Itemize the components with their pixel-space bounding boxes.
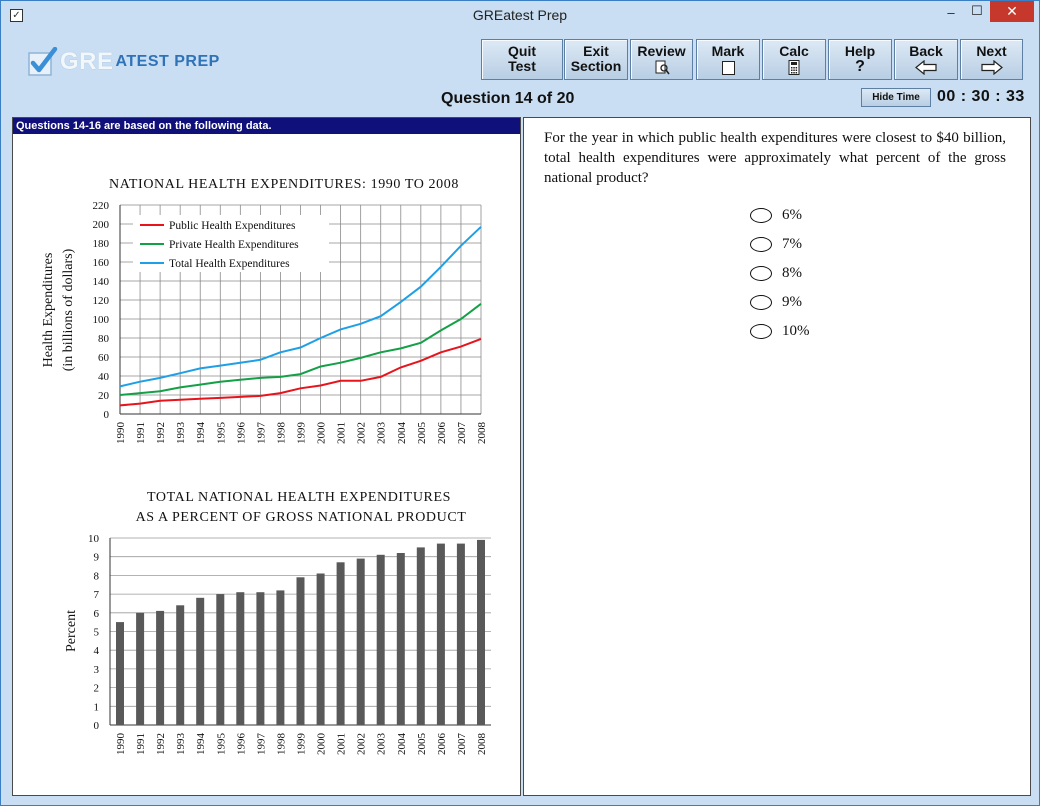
chart2-bar xyxy=(377,555,385,725)
help-label: Help xyxy=(844,43,876,59)
mark-label: Mark xyxy=(711,43,745,59)
chart2-ytick-label: 3 xyxy=(93,663,99,676)
next-button[interactable] xyxy=(960,39,1023,80)
chart2-xtick-label: 1996 xyxy=(235,733,248,755)
chart1-ytick-label: 40 xyxy=(98,371,109,383)
question-counter: Question 14 of 20 xyxy=(441,90,575,107)
chart2-xtick-label: 2002 xyxy=(355,733,368,755)
chart2-bar xyxy=(276,590,284,725)
chart1-legend-label: Total Health Expenditures xyxy=(169,258,290,270)
review-label: Review xyxy=(637,43,686,59)
chart2-ylabel: Percent xyxy=(64,610,79,652)
chart2-bar xyxy=(116,622,124,725)
chart1-ytick-label: 100 xyxy=(92,314,109,326)
app-checkbox-icon[interactable]: ✓ xyxy=(10,9,23,22)
chart2-bar xyxy=(236,592,244,725)
chart2-ytick-label: 4 xyxy=(93,645,99,658)
data-pane-banner: Questions 14-16 are based on the following data. xyxy=(13,118,520,134)
radio-button[interactable] xyxy=(750,324,772,339)
choice-label: 9% xyxy=(782,294,802,310)
chart2-xtick-label: 1999 xyxy=(295,733,308,755)
chart2-xtick-label: 2006 xyxy=(435,733,448,755)
chart1-xtick-label: 2004 xyxy=(395,422,408,444)
chart2-bar xyxy=(397,553,405,725)
chart2-bar xyxy=(196,598,204,725)
close-button[interactable]: ✕ xyxy=(990,1,1034,22)
chart2-bar xyxy=(457,544,465,725)
chart1-xtick-label: 2007 xyxy=(455,422,468,444)
radio-button[interactable] xyxy=(750,237,772,252)
next-label: Next xyxy=(976,43,1007,59)
help-button[interactable] xyxy=(828,39,892,80)
chart2-bar xyxy=(136,613,144,725)
chart2-xtick-label: 2001 xyxy=(335,733,348,755)
chart1-xtick-label: 2002 xyxy=(355,422,368,444)
arrow-right-icon xyxy=(981,60,1003,75)
chart2-ytick-label: 10 xyxy=(88,533,99,545)
chart1-ytick-label: 200 xyxy=(92,219,109,231)
chart1-xtick-label: 2001 xyxy=(335,422,348,444)
chart1-ytick-label: 120 xyxy=(92,295,109,307)
chart2-ytick-label: 5 xyxy=(93,626,99,639)
answer-choice[interactable] xyxy=(750,206,850,226)
chart2-xtick-label: 1990 xyxy=(115,733,128,755)
back-button[interactable] xyxy=(894,39,958,80)
chart1-xtick-label: 1992 xyxy=(155,422,168,444)
chart2-bar xyxy=(357,559,365,725)
chart1-xtick-label: 1995 xyxy=(215,422,228,444)
review-icon xyxy=(654,60,670,75)
radio-button[interactable] xyxy=(750,266,772,281)
chart1-xtick-label: 2008 xyxy=(476,422,488,444)
chart2-xtick-label: 2000 xyxy=(315,733,328,755)
mark-button[interactable] xyxy=(696,39,760,80)
radio-button[interactable] xyxy=(750,208,772,223)
chart2-bar xyxy=(477,540,485,725)
answer-choice[interactable] xyxy=(750,322,850,342)
chart1-xtick-label: 1998 xyxy=(275,422,288,444)
chart2-title: TOTAL NATIONAL HEALTH EXPENDITURES xyxy=(146,490,452,505)
chart2-ytick-label: 8 xyxy=(93,570,99,583)
chart2-bar xyxy=(317,574,325,726)
chart1-xtick-label: 2000 xyxy=(315,422,328,444)
chart1-ylabel-units: (in billions of dollars) xyxy=(61,248,76,372)
chart1-ytick-label: 0 xyxy=(103,409,109,421)
chart2-ytick-label: 1 xyxy=(93,701,99,714)
chart1-ytick-label: 180 xyxy=(92,238,109,250)
mark-checkbox-icon xyxy=(722,61,735,75)
chart2-ytick-label: 7 xyxy=(93,589,99,602)
chart2-bar xyxy=(256,592,264,725)
chart1-xtick-label: 1994 xyxy=(195,422,208,444)
chart1-xtick-label: 2003 xyxy=(375,422,388,444)
chart2-bar xyxy=(156,611,164,725)
chart2-xtick-label: 2003 xyxy=(375,733,388,755)
answer-choice[interactable] xyxy=(750,293,850,313)
chart2-xtick-label: 1995 xyxy=(215,733,228,755)
logo-text-gre: GRE xyxy=(60,48,114,75)
chart1-xtick-label: 1990 xyxy=(115,422,127,444)
chart2-ytick-label: 0 xyxy=(93,720,99,732)
chart1-legend-label: Private Health Expenditures xyxy=(169,239,299,251)
chart1-legend-label: Public Health Expenditures xyxy=(169,220,296,232)
chart2-ytick-label: 2 xyxy=(93,682,99,695)
choice-label: 7% xyxy=(782,236,802,252)
chart1-ytick-label: 220 xyxy=(92,200,109,212)
quit-label-2: Test xyxy=(508,58,536,74)
chart1-xtick-label: 1993 xyxy=(175,422,188,444)
calculator-icon xyxy=(786,60,802,75)
data-pane[interactable] xyxy=(12,117,521,796)
choice-label: 6% xyxy=(782,207,802,223)
chart2-bar xyxy=(297,577,305,725)
minimize-button[interactable]: – xyxy=(947,5,955,20)
logo-text-rest: ATEST PREP xyxy=(115,53,220,70)
chart2-bar xyxy=(417,547,425,725)
question-text: For the year in which public health expenditures were closest to $40 billion, total health expenditures were approximately what percent of the gross national product? xyxy=(544,130,1006,186)
app-logo xyxy=(28,47,220,77)
choice-label: 10% xyxy=(782,323,810,339)
question-pane xyxy=(523,117,1031,796)
chart1-ytick-label: 140 xyxy=(92,276,109,288)
chart2-title-line2: AS A PERCENT OF GROSS NATIONAL PRODUCT xyxy=(135,510,467,525)
calc-button[interactable] xyxy=(762,39,826,80)
chart1-ytick-label: 20 xyxy=(98,390,109,402)
exit-label-1: Exit xyxy=(583,43,609,59)
chart1-xtick-label: 2005 xyxy=(415,422,428,444)
quit-label-1: Quit xyxy=(508,43,536,59)
calc-label: Calc xyxy=(779,43,809,59)
chart1-ytick-label: 80 xyxy=(98,333,109,345)
arrow-left-icon xyxy=(915,60,937,75)
chart1-xtick-label: 1997 xyxy=(255,422,268,444)
logo-check-icon xyxy=(28,47,58,77)
back-label: Back xyxy=(909,43,943,59)
chart2-bar xyxy=(216,594,224,725)
chart2-xtick-label: 2007 xyxy=(455,733,468,755)
charts-svg xyxy=(13,135,520,795)
chart2-xtick-label: 1998 xyxy=(275,733,288,755)
chart2-xtick-label: 2008 xyxy=(475,733,488,755)
chart2-xtick-label: 1994 xyxy=(195,733,208,755)
chart1-xtick-label: 1996 xyxy=(235,422,248,444)
exit-label-2: Section xyxy=(570,58,622,74)
radio-button[interactable] xyxy=(750,295,772,310)
chart2-bar xyxy=(176,605,184,725)
chart1-xtick-label: 1999 xyxy=(295,422,308,444)
window-title: GREatest Prep xyxy=(472,7,568,23)
chart1-xtick-label: 2006 xyxy=(435,422,448,444)
answer-choice[interactable] xyxy=(750,264,850,284)
title-bar xyxy=(1,1,1039,31)
exit-section-button[interactable] xyxy=(564,39,628,80)
hide-time-button[interactable]: Hide Time xyxy=(861,88,931,107)
quit-test-button[interactable] xyxy=(481,39,563,80)
chart1-xtick-label: 1991 xyxy=(135,422,148,444)
chart2-ytick-label: 9 xyxy=(93,551,99,564)
chart2-bar xyxy=(437,544,445,725)
chart2-xtick-label: 2004 xyxy=(395,733,408,755)
maximize-button[interactable]: ☐ xyxy=(971,3,983,18)
answer-choice[interactable] xyxy=(750,235,850,255)
chart2-xtick-label: 1993 xyxy=(175,733,188,755)
chart1-ytick-label: 160 xyxy=(92,257,109,269)
chart2-xtick-label: 1992 xyxy=(155,733,168,755)
toolbar-header xyxy=(10,31,1031,117)
chart2-xtick-label: 2005 xyxy=(415,733,428,755)
chart1-title: NATIONAL HEALTH EXPENDITURES: 1990 TO 2008 xyxy=(109,177,459,192)
review-button[interactable] xyxy=(630,39,693,80)
chart2-bar xyxy=(337,562,345,725)
chart1-ytick-label: 60 xyxy=(98,352,109,364)
chart2-xtick-label: 1997 xyxy=(255,733,268,755)
choice-label: 8% xyxy=(782,265,802,281)
chart2-xtick-label: 1991 xyxy=(135,733,148,755)
chart2-ytick-label: 6 xyxy=(93,607,99,620)
question-mark-icon: ? xyxy=(855,58,865,75)
chart1-ylabel: Health Expenditures xyxy=(41,252,56,368)
timer: 00 : 30 : 33 xyxy=(937,88,1025,105)
